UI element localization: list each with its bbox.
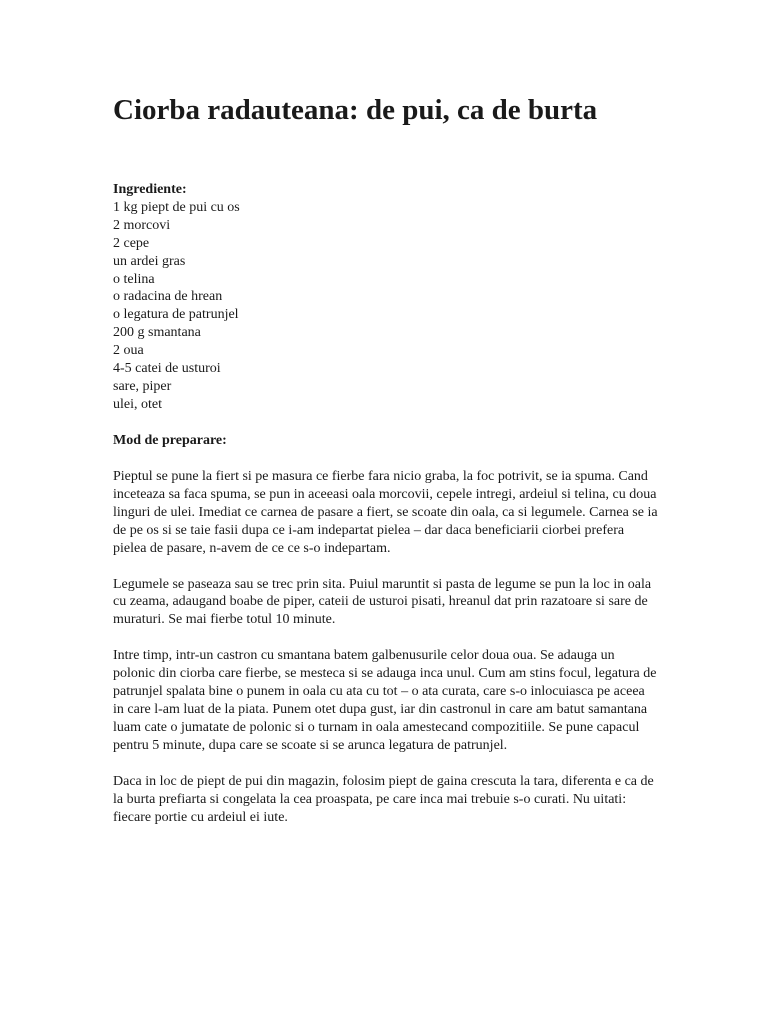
method-paragraph: Legumele se paseaza sau se trec prin sita. Puiul maruntit si pasta de legume se pun la loc in oala cu zeama, adaugand boabe de piper, cateii de usturoi pisati, hreanul dat prin razatoare si sare de muraturi. Se mai fierbe totul 10 minute. <box>113 576 652 628</box>
ingredient-item: 1 kg piept de pui cu os <box>113 199 240 215</box>
ingredients-section <box>113 181 658 414</box>
ingredient-item: un ardei gras <box>113 253 186 269</box>
ingredient-item: 2 cepe <box>113 235 150 251</box>
ingredient-item: 2 oua <box>113 343 144 359</box>
ingredient-item: ulei, otet <box>113 396 162 412</box>
recipe-title: Ciorba radauteana: de pui, ca de burta <box>113 94 598 126</box>
ingredient-item: 4-5 catei de usturoi <box>113 361 221 377</box>
method-paragraph: Intre timp, intr-un castron cu smantana batem galbenusurile celor doua oua. Se adauga un polonic din ciorba care fierbe, se mesteca si se adauga inca unul. Cum am stins focul, legatura de patrunjel spalata bine o punem in oala cu ata cu tot – o ata curata, care s-o inlocuiasca pe aceea in care l-am luat de la piata. Punem otet dupa gust, iar din castronul in care am batut samantana luam cate o jumatate de polonic si o turnam in oala amestecand compozitiile. Se pune capacul pentru 5 minute, dupa care se scoate si se arunca legatura de patrunjel. <box>113 648 657 753</box>
ingredient-item: 2 morcovi <box>113 217 171 233</box>
method-paragraph: Pieptul se pune la fiert si pe masura ce fierbe fara nicio graba, la foc potrivit, se ia spuma. Cand inceteaza sa faca spuma, se pun in aceeasi oala morcovii, cepele intregi, ardeiul si telina, cu doua linguri de ulei. Imediat ce carnea de pasare a fiert, se scoate din oala, ca si legumele. Carnea se ia de pe os si se taie fasii dupa ce i-am indepartat pielea – dar daca beneficiarii ciorbei prefera pielea de pasare, n-avem de ce ce s-o indepartam. <box>113 469 658 556</box>
ingredient-item: sare, piper <box>113 378 172 394</box>
ingredient-item: 200 g smantana <box>113 325 201 341</box>
method-paragraph: Daca in loc de piept de pui din magazin, folosim piept de gaina crescuta la tara, diferenta e ca de la burta prefiarta si congelata la cea proaspata, pe care inca mai trebuie s-o curati. Nu uitati: fiecare portie cu ardeiul ei iute. <box>113 773 654 825</box>
ingredient-item: o telina <box>113 271 155 287</box>
method-section <box>113 468 658 844</box>
method-heading: Mod de preparare: <box>113 433 227 448</box>
ingredients-heading: Ingrediente: <box>113 182 187 197</box>
ingredient-item: o legatura de patrunjel <box>113 307 239 323</box>
ingredient-item: o radacina de hrean <box>113 289 223 305</box>
ingredients-list <box>113 199 658 414</box>
